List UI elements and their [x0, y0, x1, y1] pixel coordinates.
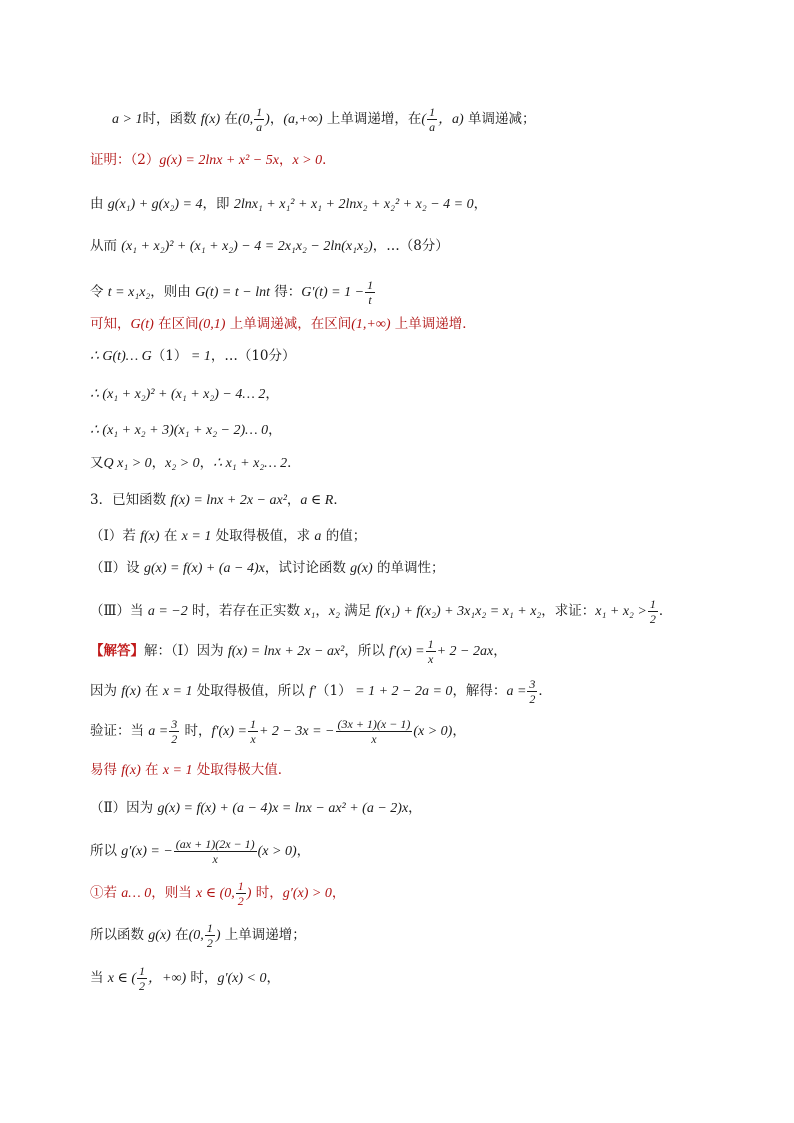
fraction-numerator: 1	[249, 717, 256, 731]
fraction-denominator: 2	[649, 612, 656, 626]
text-run: 时，函数	[142, 111, 201, 127]
text-run: 的值；	[321, 528, 367, 544]
text-run: ，则由	[150, 284, 196, 300]
math-expression: g(x₁) + g(x₂) = 4	[107, 197, 203, 212]
math-expression: ，a)	[438, 112, 464, 127]
math-expression: f(x)	[140, 529, 160, 544]
text-run: 时，若存在正实数	[187, 603, 305, 619]
text-run: 所以	[90, 843, 122, 859]
text-run: 在区间	[153, 316, 199, 332]
math-expression: (0,1)	[198, 317, 226, 332]
math-expression: ∴ x₁ + x₂… 2	[213, 456, 288, 471]
line-conclusion-sum-ge-2	[90, 453, 301, 474]
fraction	[426, 638, 436, 665]
math-expression: x ∈ (	[107, 971, 137, 986]
math-expression: a	[314, 529, 322, 544]
math-expression: G(t) = t − lnt	[195, 285, 270, 300]
text-run: ，所以	[344, 643, 390, 659]
math-expression: f′(x) =	[389, 644, 425, 659]
fraction	[427, 106, 437, 133]
math-expression: ∴ G(t)… G	[90, 349, 152, 364]
text-run: ．	[333, 492, 347, 508]
text-run: ，	[265, 386, 279, 402]
fraction-numerator: 1	[649, 597, 656, 611]
text-run: ，	[408, 800, 422, 816]
line-ineq-factored	[90, 420, 282, 441]
math-expression: a… 0	[121, 886, 152, 901]
math-expression: f(x)	[200, 112, 221, 127]
math-expression: x > 0	[292, 153, 323, 168]
text-run: ，	[331, 885, 346, 901]
math-expression: + 2 − 3x = −	[258, 724, 335, 739]
text-run: ，	[296, 843, 311, 859]
text-run: 时，	[251, 885, 283, 901]
text-run: ，…（8分）	[372, 238, 449, 254]
fraction	[248, 718, 258, 745]
math-expression: f(x) = lnx + 2x − ax²	[170, 493, 287, 508]
line-proof-g-definition	[90, 150, 336, 171]
text-run: ，求证：	[541, 603, 596, 619]
text-run: 易得	[90, 762, 122, 778]
line-part-II-question	[90, 558, 444, 579]
math-expression: g(x)	[350, 561, 373, 576]
fraction	[236, 880, 246, 907]
math-expression: G(t)	[130, 317, 154, 332]
fraction-numerator: 1	[427, 637, 434, 651]
text-run: （Ⅲ）当	[90, 603, 148, 619]
text-run: ，即	[202, 196, 234, 212]
text-run: 的单调性；	[372, 560, 445, 576]
line-G-monotonic	[90, 314, 476, 335]
text-run: 令	[90, 284, 108, 300]
text-run: 在	[170, 927, 189, 943]
text-run: ，	[268, 422, 282, 438]
fraction-denominator: a	[429, 120, 436, 134]
text-run: 处取得极大值．	[192, 762, 292, 778]
math-expression: x ∈ (0,	[196, 886, 235, 901]
text-run: 又	[90, 455, 104, 471]
text-run: 得：	[269, 284, 302, 300]
line-problem-3-statement	[90, 490, 347, 511]
text-run: ．	[538, 683, 552, 699]
line-part-II-g-expression	[90, 798, 422, 819]
math-expression: )	[265, 112, 270, 127]
line-solve-a	[90, 678, 552, 705]
text-run: （Ⅱ）因为	[90, 800, 158, 816]
fraction-denominator: 2	[529, 692, 536, 706]
text-run: 上单调递减，在区间	[225, 316, 352, 332]
fraction-numerator: 3	[529, 677, 536, 691]
math-expression: g(x) = f(x) + (a − 4)x	[143, 561, 265, 576]
fraction-denominator: 2	[139, 979, 146, 993]
line-g-increasing	[90, 922, 306, 949]
math-expression: a =	[506, 684, 527, 699]
fraction-numerator: (3x + 1)(x − 1)	[337, 717, 411, 731]
math-expression: (x₁ + x₂)² + (x₁ + x₂) − 4 = 2x₁x₂ − 2ln(x₁x₂)	[121, 239, 373, 254]
math-expression: g′(x) = −	[121, 844, 173, 859]
text-run: 3．已知函数	[90, 492, 171, 508]
math-expression: a ∈ R	[300, 493, 334, 508]
text-run: ，	[151, 455, 166, 471]
math-expression: + 2 − 2ax	[436, 644, 494, 659]
fraction-denominator: a	[256, 120, 263, 134]
text-run: ，	[199, 455, 214, 471]
text-run: 从而	[90, 238, 122, 254]
fraction	[527, 678, 537, 705]
text-run: 因为	[90, 683, 122, 699]
math-expression: G′(t) = 1 −	[301, 285, 365, 300]
line-ineq-sum-square	[90, 384, 279, 405]
text-run: 解：（Ⅰ）因为	[144, 643, 228, 659]
text-run: 在	[159, 528, 182, 544]
line-G-min-10pts	[90, 346, 296, 367]
math-expression: g′(x) < 0	[217, 971, 267, 986]
text-run: （1）	[151, 348, 188, 364]
text-run: （Ⅰ）若	[90, 528, 141, 544]
text-run: 验证：当	[90, 723, 149, 739]
math-expression: (1,+∞)	[351, 317, 391, 332]
math-expression: f(x)	[121, 684, 141, 699]
fraction	[254, 106, 264, 133]
math-expression: f′(x) =	[211, 724, 247, 739]
text-run: ①若	[90, 885, 122, 901]
fraction-denominator: x	[212, 852, 218, 866]
math-expression: a =	[148, 724, 169, 739]
text-run: 单调递减；	[463, 111, 536, 127]
text-run: 在	[140, 683, 163, 699]
fraction-denominator: x	[371, 732, 377, 746]
fraction	[365, 279, 375, 306]
text-run: 处取得极值，求	[211, 528, 315, 544]
line-g-derivative	[90, 838, 310, 865]
math-expression: ∴ (x₁ + x₂ + 3)(x₁ + x₂ − 2)… 0	[90, 423, 269, 438]
line-verify	[90, 718, 466, 745]
math-expression: (x > 0)	[257, 844, 297, 859]
math-expression: )	[215, 928, 221, 943]
line-maximum	[90, 760, 291, 781]
fraction	[174, 838, 257, 865]
text-run: ，	[473, 196, 488, 212]
math-expression: = 1	[187, 349, 211, 364]
text-run: 上单调递增．	[390, 316, 476, 332]
math-expression: a = −2	[147, 604, 188, 619]
text-run: 可知，	[90, 316, 131, 332]
text-run: 所以函数	[90, 927, 149, 943]
text-run: ，	[266, 970, 280, 986]
line-case-a-ge-0	[90, 880, 345, 907]
text-run: ．	[322, 152, 336, 168]
line-thus-8pts	[90, 236, 449, 257]
line-let-t	[90, 279, 376, 306]
text-run: 处取得极值，所以	[192, 683, 310, 699]
math-expression: x₁	[304, 604, 316, 619]
text-run: ，	[315, 603, 329, 619]
text-run: 在	[220, 111, 238, 127]
text-run: 上单调递增；	[220, 927, 306, 943]
math-expression: ，+∞)	[148, 971, 187, 986]
text-run: 当	[90, 970, 108, 986]
text-run: ，	[278, 152, 293, 168]
math-expression: t = x₁x₂	[107, 285, 151, 300]
fraction-numerator: (ax + 1)(2x − 1)	[175, 837, 255, 851]
math-expression: f(x) = lnx + 2x − ax²	[227, 644, 345, 659]
text-run: （Ⅱ）设	[90, 560, 144, 576]
line-g-sum-equals-4	[90, 194, 487, 215]
fraction-numerator: 1	[256, 105, 263, 119]
fraction	[648, 598, 658, 625]
fraction-denominator: x	[427, 652, 434, 666]
math-expression: g(x) = 2lnx + x² − 5x	[159, 153, 279, 168]
math-expression: f(x₁) + f(x₂) + 3x₁x₂ = x₁ + x₂	[375, 604, 542, 619]
fraction-denominator: 2	[206, 936, 213, 950]
math-expression: a > 1	[112, 112, 143, 127]
math-expression: (x > 0)	[413, 724, 453, 739]
math-expression: ∴ (x₁ + x₂)² + (x₁ + x₂) − 4… 2	[90, 387, 266, 402]
fraction-denominator: 2	[237, 894, 244, 908]
math-expression: (0,	[188, 928, 204, 943]
text-run: ，	[493, 643, 507, 659]
math-expression: (0,	[237, 112, 254, 127]
math-expression: g′(x) > 0	[282, 886, 332, 901]
math-expression: x = 1	[162, 763, 193, 778]
line-part-III-question	[90, 598, 672, 625]
math-expression: x₂ > 0	[165, 456, 200, 471]
line-g-derivative-negative	[90, 965, 280, 992]
line-monotonic-a-gt-1	[112, 106, 536, 133]
math-expression: (a,+∞)	[283, 112, 323, 127]
math-expression: (	[421, 112, 427, 127]
fraction	[205, 922, 215, 949]
fraction-numerator: 1	[237, 879, 244, 893]
fraction-denominator: t	[368, 293, 372, 307]
fraction-numerator: 1	[367, 278, 374, 292]
text-run: ，解得：	[452, 683, 507, 699]
fraction	[336, 718, 413, 745]
math-expression: )	[246, 886, 252, 901]
math-expression: x = 1	[162, 684, 193, 699]
fraction-numerator: 1	[139, 964, 146, 978]
text-run: 上单调递增，在	[322, 111, 422, 127]
text-run: （1）	[316, 683, 352, 699]
math-expression: = 1 + 2 − 2a = 0	[351, 684, 453, 699]
math-expression: x = 1	[181, 529, 212, 544]
fraction-numerator: 1	[429, 105, 436, 119]
math-expression: Q x₁ > 0	[103, 456, 152, 471]
math-expression: x₁ + x₂ >	[595, 604, 647, 619]
text-run: ，则当	[151, 885, 197, 901]
text-run: 时，	[186, 970, 218, 986]
text-run: ．	[287, 455, 301, 471]
fraction	[169, 718, 179, 745]
text-run: ，	[269, 111, 284, 127]
fraction	[137, 965, 147, 992]
text-run: 在	[140, 762, 163, 778]
math-expression: 2lnx₁ + x₁² + x₁ + 2lnx₂ + x₂² + x₂ − 4 = 0	[233, 197, 474, 212]
fraction-denominator: 2	[171, 732, 178, 746]
text-run: 由	[90, 196, 108, 212]
math-expression: f′	[309, 684, 317, 699]
math-expression: f(x)	[121, 763, 141, 778]
math-expression: g(x) = f(x) + (a − 4)x = lnx − ax² + (a − 2)x	[157, 801, 409, 816]
text-run: 时，	[180, 723, 212, 739]
text-run: ，	[452, 723, 466, 739]
math-expression: x₂	[328, 604, 340, 619]
fraction-denominator: x	[250, 732, 256, 746]
text-run: ，	[286, 492, 301, 508]
text-run: ，试讨论函数	[264, 560, 351, 576]
text-run: ．	[658, 603, 673, 619]
text-run: 满足	[340, 603, 376, 619]
line-solution-part-I-derivative	[90, 638, 507, 665]
solution-label: 【解答】	[90, 643, 144, 659]
math-expression: g(x)	[148, 928, 171, 943]
text-run: 证明：（2）	[90, 152, 160, 168]
fraction-numerator: 1	[206, 921, 213, 935]
line-part-I-question	[90, 526, 366, 547]
text-run: ，…（10分）	[210, 348, 296, 364]
fraction-numerator: 3	[171, 717, 178, 731]
